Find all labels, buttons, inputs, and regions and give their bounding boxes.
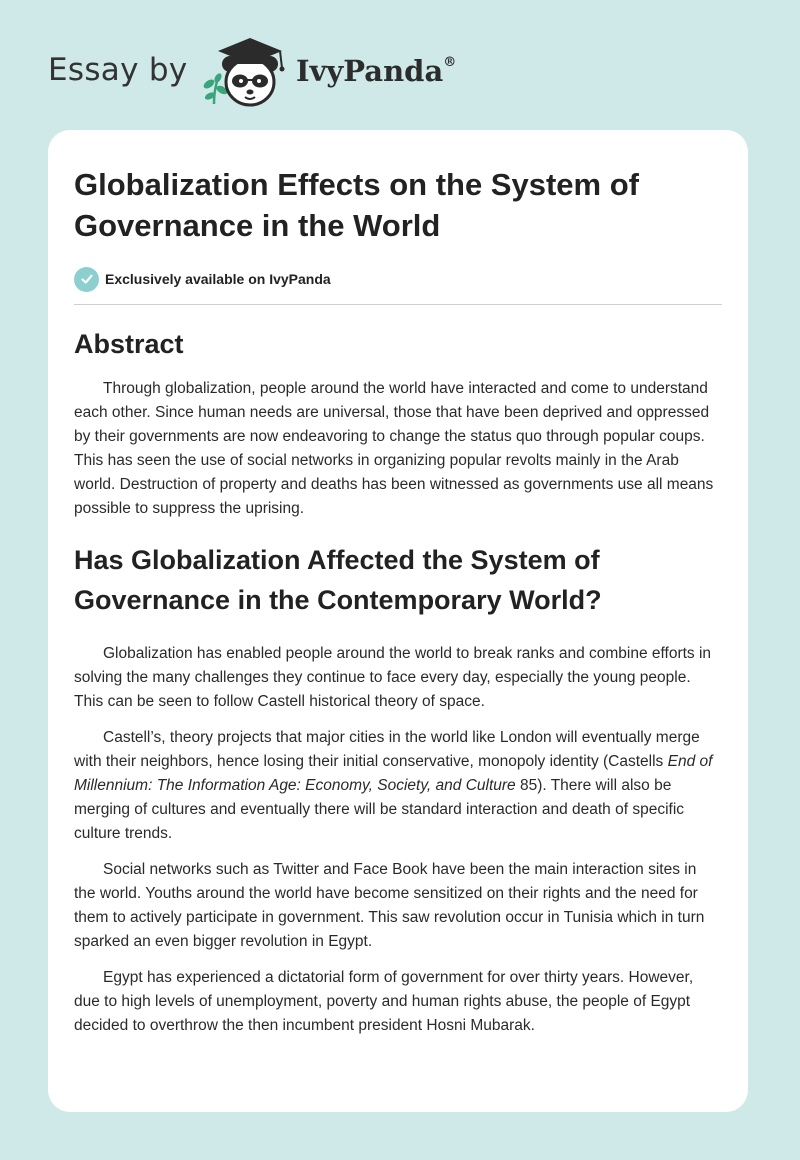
article-title: Globalization Effects on the System of Governance in the World xyxy=(74,167,639,243)
logo-prefix-text: Essay by xyxy=(48,52,188,88)
logo-brand-name: IvyPanda xyxy=(296,54,444,88)
paragraph: Egypt has experienced a dictatorial form of government for over thirty years. However, due to high levels of unemployment, poverty and human rights abuse, the people of Egypt decided to overthrow the then incumbent president Hosni Mubarak. xyxy=(74,969,694,1034)
section-heading-abstract: Abstract xyxy=(74,329,184,359)
panda-mascot-icon xyxy=(200,34,292,110)
exclusive-label: Exclusively available on IvyPanda xyxy=(105,271,331,287)
title-divider xyxy=(74,304,722,305)
paragraph-text: 85). There will also be merging of cultures and eventually there will be standard interaction and death of specific culture trends. xyxy=(74,777,685,842)
section-heading-globalization: Has Globalization Affected the System of Governance in the Contemporary World? xyxy=(74,545,602,615)
paragraph-with-citation xyxy=(74,726,722,846)
site-logo[interactable] xyxy=(48,34,468,110)
exclusive-badge xyxy=(74,265,722,293)
paragraph: Globalization has enabled people around the world to break ranks and combine efforts in solving the many challenges they continue to face every day, especially the young people. This can be seen to follow Castell historical theory of space. xyxy=(74,645,712,710)
article-content xyxy=(74,164,722,1038)
logo-brand-text xyxy=(296,54,456,88)
paragraph: Social networks such as Twitter and Face Book have been the main interaction sites in the world. Youths around the world have become sensitized on their rights and the need for them to actively participate in government. This saw revolution occur in Tunisia which in turn sparked an even bigger revolution in Egypt. xyxy=(74,861,705,950)
registered-mark: ® xyxy=(443,55,457,71)
cited-book-title: End of Millennium: The Information Age: Economy, Society, and Culture xyxy=(74,753,713,794)
paragraph: Through globalization, people around the world have interacted and come to understand each other. Since human needs are universal, those that have been deprived and oppressed by their governments are now endeavoring to change the status quo through popular coups. This has seen the use of social networks in organizing popular revolts mainly in the Arab world. Destruction of property and deaths has been witnessed as governments use all means possible to suppress the uprising. xyxy=(74,380,714,517)
checkmark-icon xyxy=(74,267,99,292)
article-card xyxy=(48,130,748,1112)
paragraph-text: Castell’s, theory projects that major cities in the world like London will eventually merge with their neighbors, hence losing their initial conservative, monopoly identity (Castells xyxy=(74,729,700,770)
